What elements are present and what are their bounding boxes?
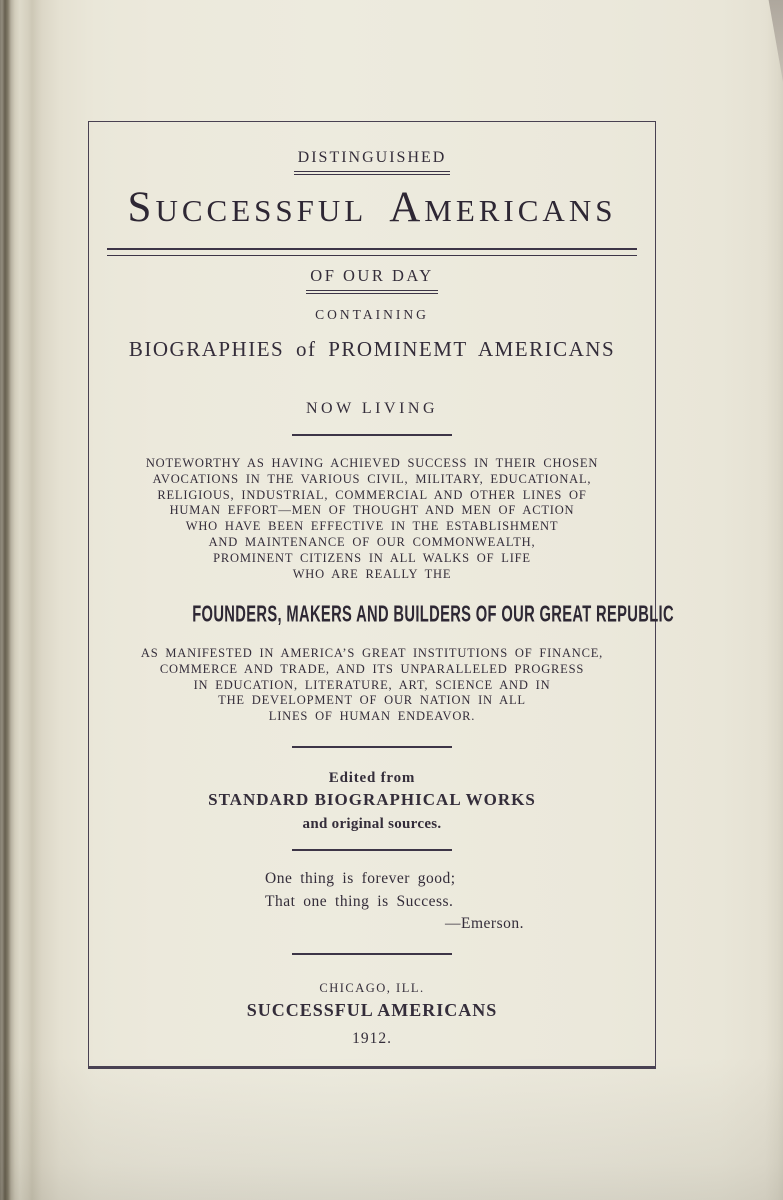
containing-label: CONTAINING — [315, 307, 429, 322]
paragraph-line: WHO HAVE BEEN EFFECTIVE IN THE ESTABLISHMENT — [185, 519, 559, 534]
founders-headline — [89, 601, 674, 628]
emerson-quote — [89, 868, 655, 936]
quote-line: That one thing is Success. — [265, 892, 454, 910]
main-title-initial-1: S — [127, 184, 156, 231]
manifested-paragraph — [89, 646, 655, 725]
paragraph-line: AS MANIFESTED IN AMERICA’S GREAT INSTITUTIONS OF FINANCE, — [140, 646, 604, 660]
paragraph-line: IN EDUCATION, LITERATURE, ART, SCIENCE AND IN — [193, 677, 551, 692]
imprint-city: CHICAGO, ILL. — [319, 981, 425, 995]
paragraph-line: AVOCATIONS IN THE VARIOUS CIVIL, MILITARY, EDUCATIONAL, — [152, 471, 592, 486]
paragraph-line: LINES OF HUMAN ENDEAVOR. — [268, 709, 476, 724]
section-rule — [292, 849, 452, 851]
paragraph-line: HUMAN EFFORT—MEN OF THOUGHT AND MEN OF ACTION — [169, 503, 575, 518]
imprint-publisher: SUCCESSFUL AMERICANS — [246, 1000, 498, 1020]
biographies-line: BIOGRAPHIES of PROMINEMT AMERICANS — [128, 337, 616, 361]
main-title-initial-2: A — [389, 184, 425, 231]
paragraph-line: NOTEWORTHY AS HAVING ACHIEVED SUCCESS IN THEIR CHOSEN — [145, 456, 599, 470]
subtitle-line — [89, 266, 655, 294]
edited-from-line: Edited from — [328, 770, 416, 786]
title-double-rule — [107, 248, 637, 256]
main-title-rest-2: MERICANS — [424, 193, 617, 228]
main-title-rest-1: UCCESSFUL — [155, 193, 368, 228]
subtitle-text: OF OUR DAY — [306, 266, 437, 294]
section-rule — [292, 434, 452, 436]
noteworthy-paragraph — [89, 456, 655, 582]
now-living-label: NOW LIVING — [305, 400, 438, 417]
paragraph-line: WHO ARE REALLY THE — [292, 566, 452, 581]
imprint-year: 1912. — [352, 1030, 392, 1047]
paragraph-line: AND MAINTENANCE OF OUR COMMONWEALTH, — [208, 534, 536, 549]
page-corner-background — [763, 0, 783, 82]
section-rule — [292, 953, 452, 955]
standard-works-line: STANDARD BIOGRAPHICAL WORKS — [208, 790, 536, 809]
paragraph-line: THE DEVELOPMENT OF OUR NATION IN ALL — [218, 693, 526, 708]
paragraph-line: RELIGIOUS, INDUSTRIAL, COMMERCIAL AND OTHER LINES OF — [157, 487, 587, 502]
paragraph-line: COMMERCE AND TRADE, AND ITS UNPARALLELED PROGRESS — [159, 661, 585, 676]
title-page-border-box — [88, 121, 674, 1069]
quote-attribution: —Emerson. — [445, 915, 524, 932]
kicker-text: DISTINGUISHED — [294, 149, 451, 175]
section-rule — [292, 746, 452, 748]
kicker-line — [89, 149, 655, 175]
founders-headline-text: FOUNDERS, MAKERS AND BUILDERS OF OUR GREAT REPUBLIC — [192, 601, 674, 628]
main-title — [89, 186, 655, 232]
paragraph-line: PROMINENT CITIZENS IN ALL WALKS OF LIFE — [213, 550, 531, 565]
quote-block — [265, 868, 524, 936]
quote-line: One thing is forever good; — [265, 870, 456, 887]
original-sources-line: and original sources. — [302, 816, 442, 832]
